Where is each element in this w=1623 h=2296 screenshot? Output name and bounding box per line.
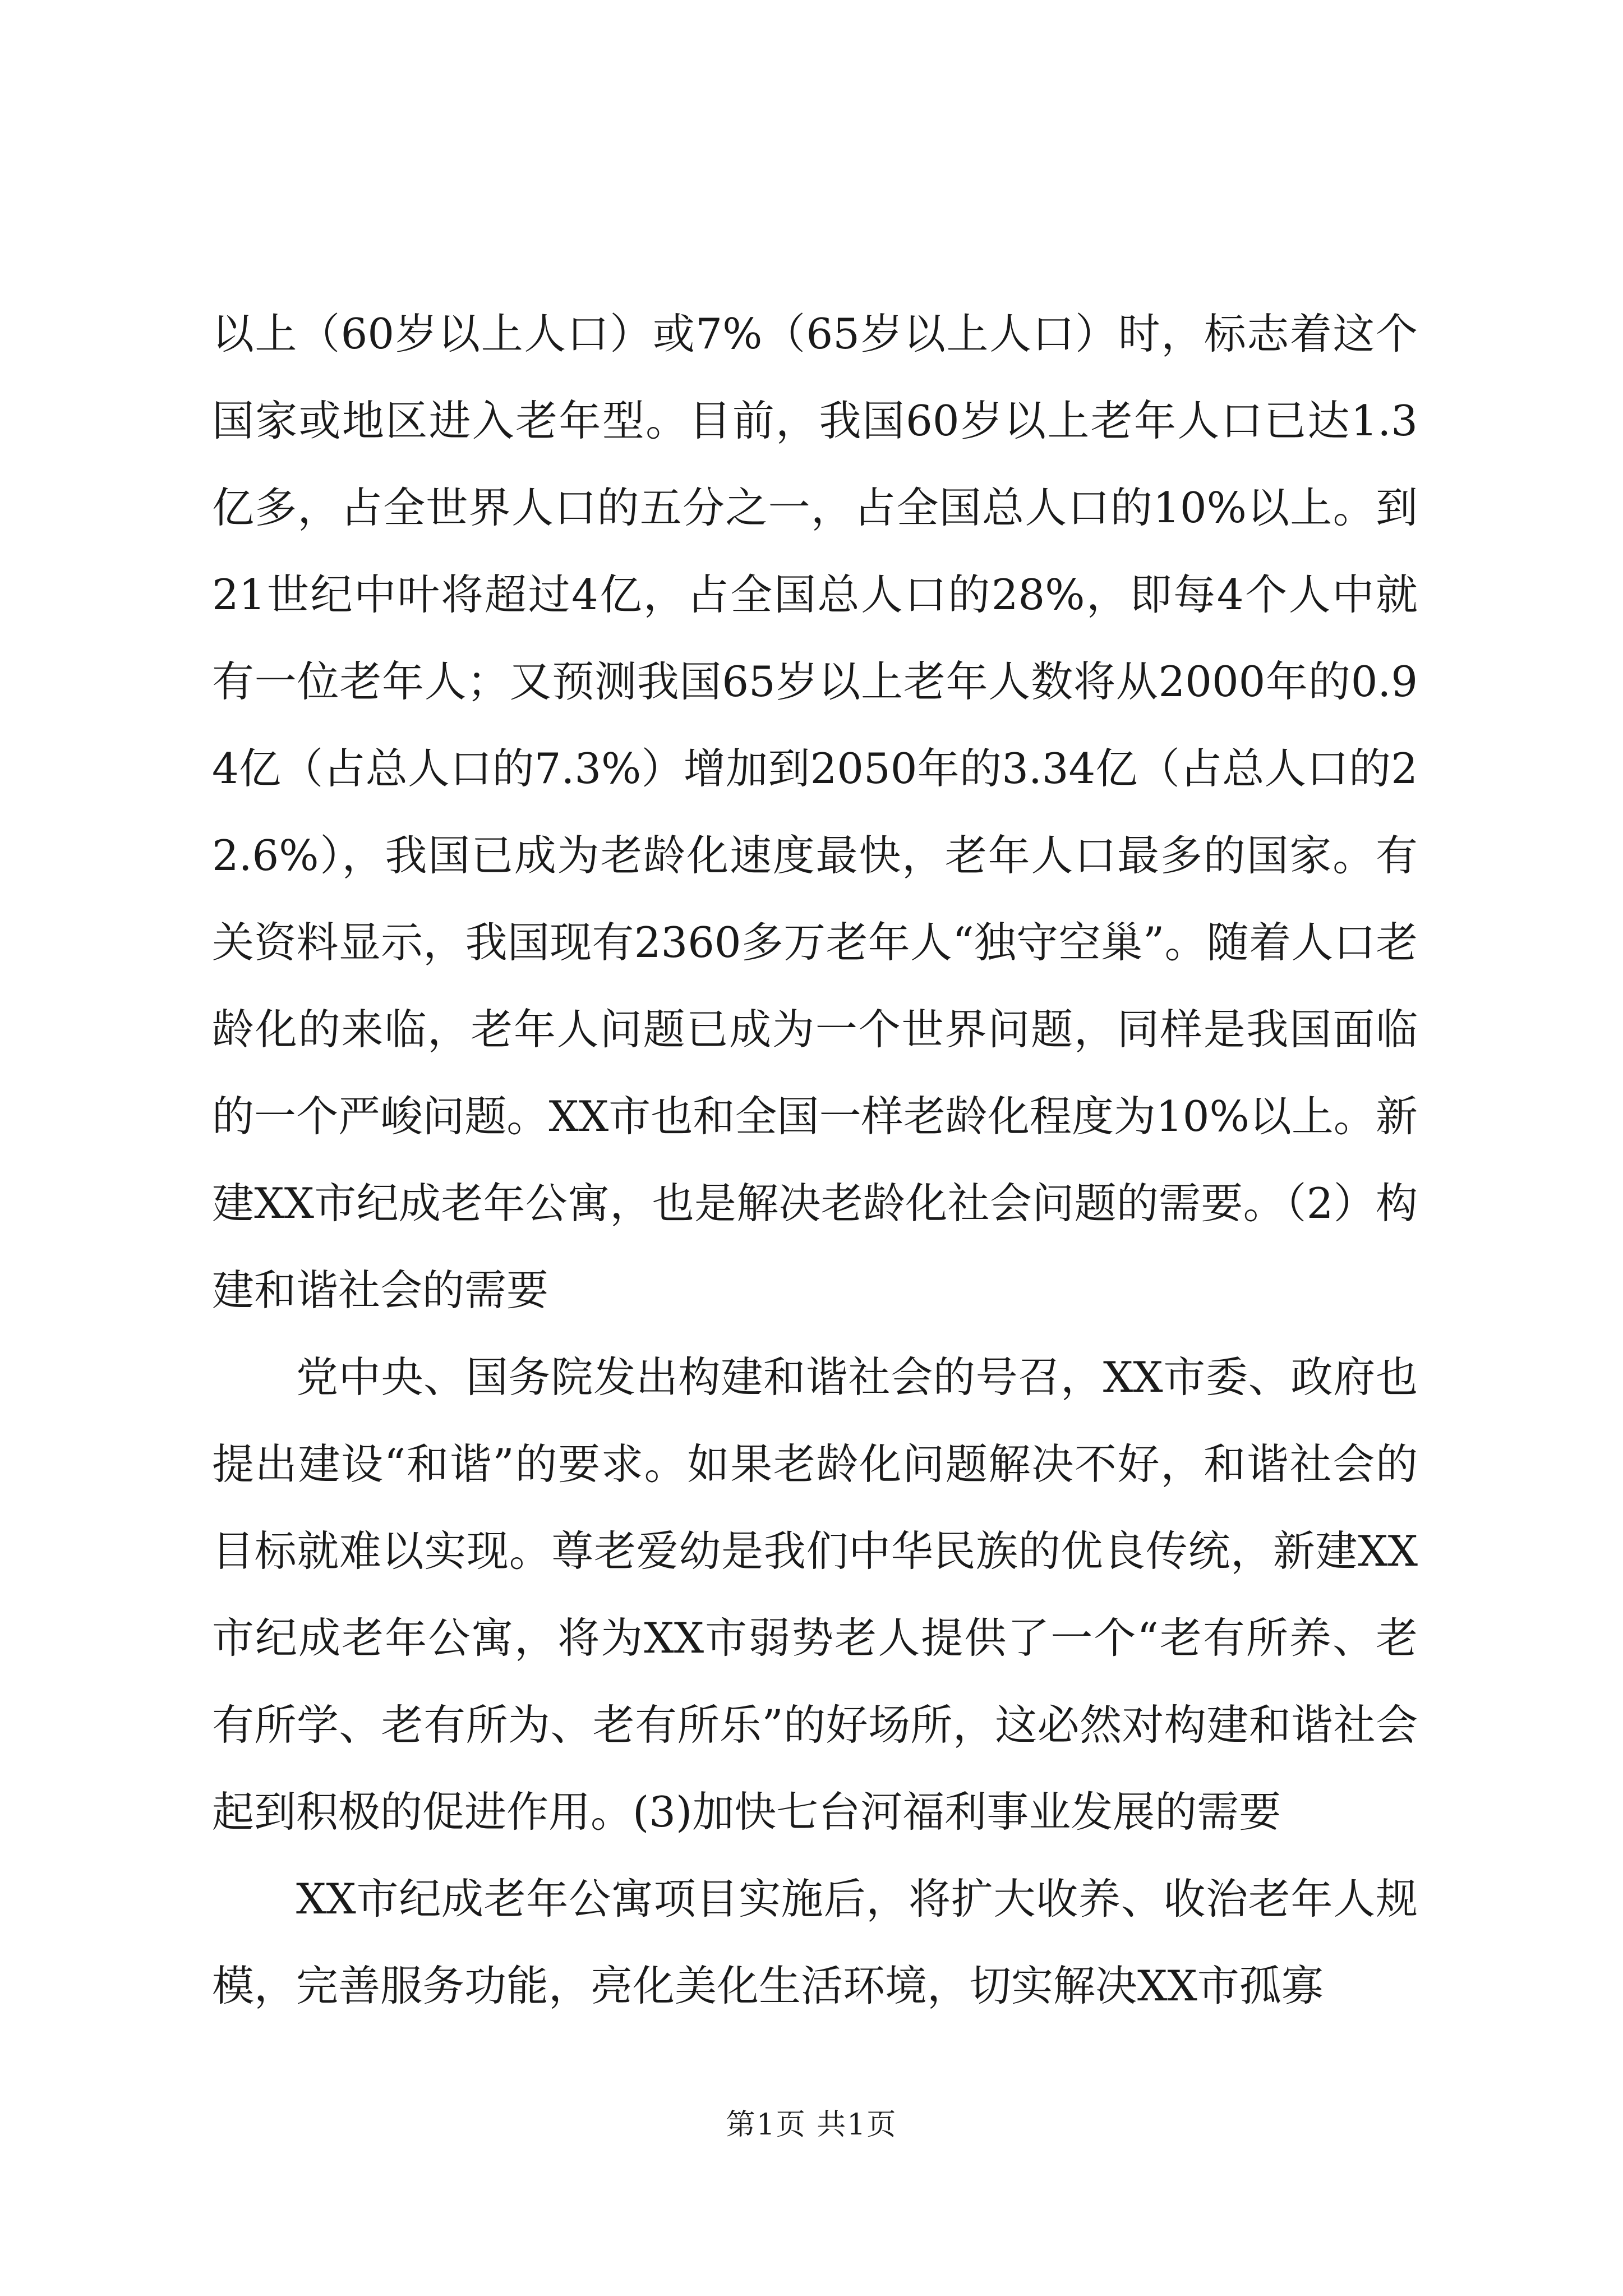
paragraph-harmonious-society: 党中央、国务院发出构建和谐社会的号召，XX市委、政府也提出建设“和谐”的要求。如果老龄化问题解决不好，和谐社会的目标就难以实现。尊老爱幼是我们中华民族的优良传统，新建XX市纪成老年公寓，将为XX市弱势老人提供了一个“老有所养、老有所学、老有所为、老有所乐”的好场所，这必然对构建和谐社会起到积极的促进作用。(3)加快七台河福利事业发展的需要 <box>212 1352 1418 1837</box>
page-footer: 第1页 共1页 <box>726 2108 897 2142</box>
document-body <box>212 291 1418 2030</box>
paragraph-elderly-apartment-project: XX市纪成老年公寓项目实施后，将扩大收养、收治老年人规模，完善服务功能，亮化美化生活环境，切实解决XX市孤寡 <box>212 1874 1418 2010</box>
paragraph-aging-society: 以上（60岁以上人口）或7%（65岁以上人口）时，标志着这个国家或地区进入老年型。目前，我国60岁以上老年人口已达1.3亿多，占全世界人口的五分之一，占全国总人口的10%以上。到21世纪中叶将超过4亿，占全国总人口的28%，即每4个人中就有一位老年人；又预测我国65岁以上老年人数将从2000年的0.94亿（占总人口的7.3%）增加到2050年的3.34亿（占总人口的22.6%），我国已成为老龄化速度最快，老年人口最多的国家。有关资料显示，我国现有2360多万老年人“独守空巢”。随着人口老龄化的来临，老年人问题已成为一个世界问题，同样是我国面临的一个严峻问题。XX市也和全国一样老龄化程度为10%以上。新建XX市纪成老年公寓，也是解决老龄化社会问题的需要。（2）构建和谐社会的需要 <box>212 309 1418 1315</box>
